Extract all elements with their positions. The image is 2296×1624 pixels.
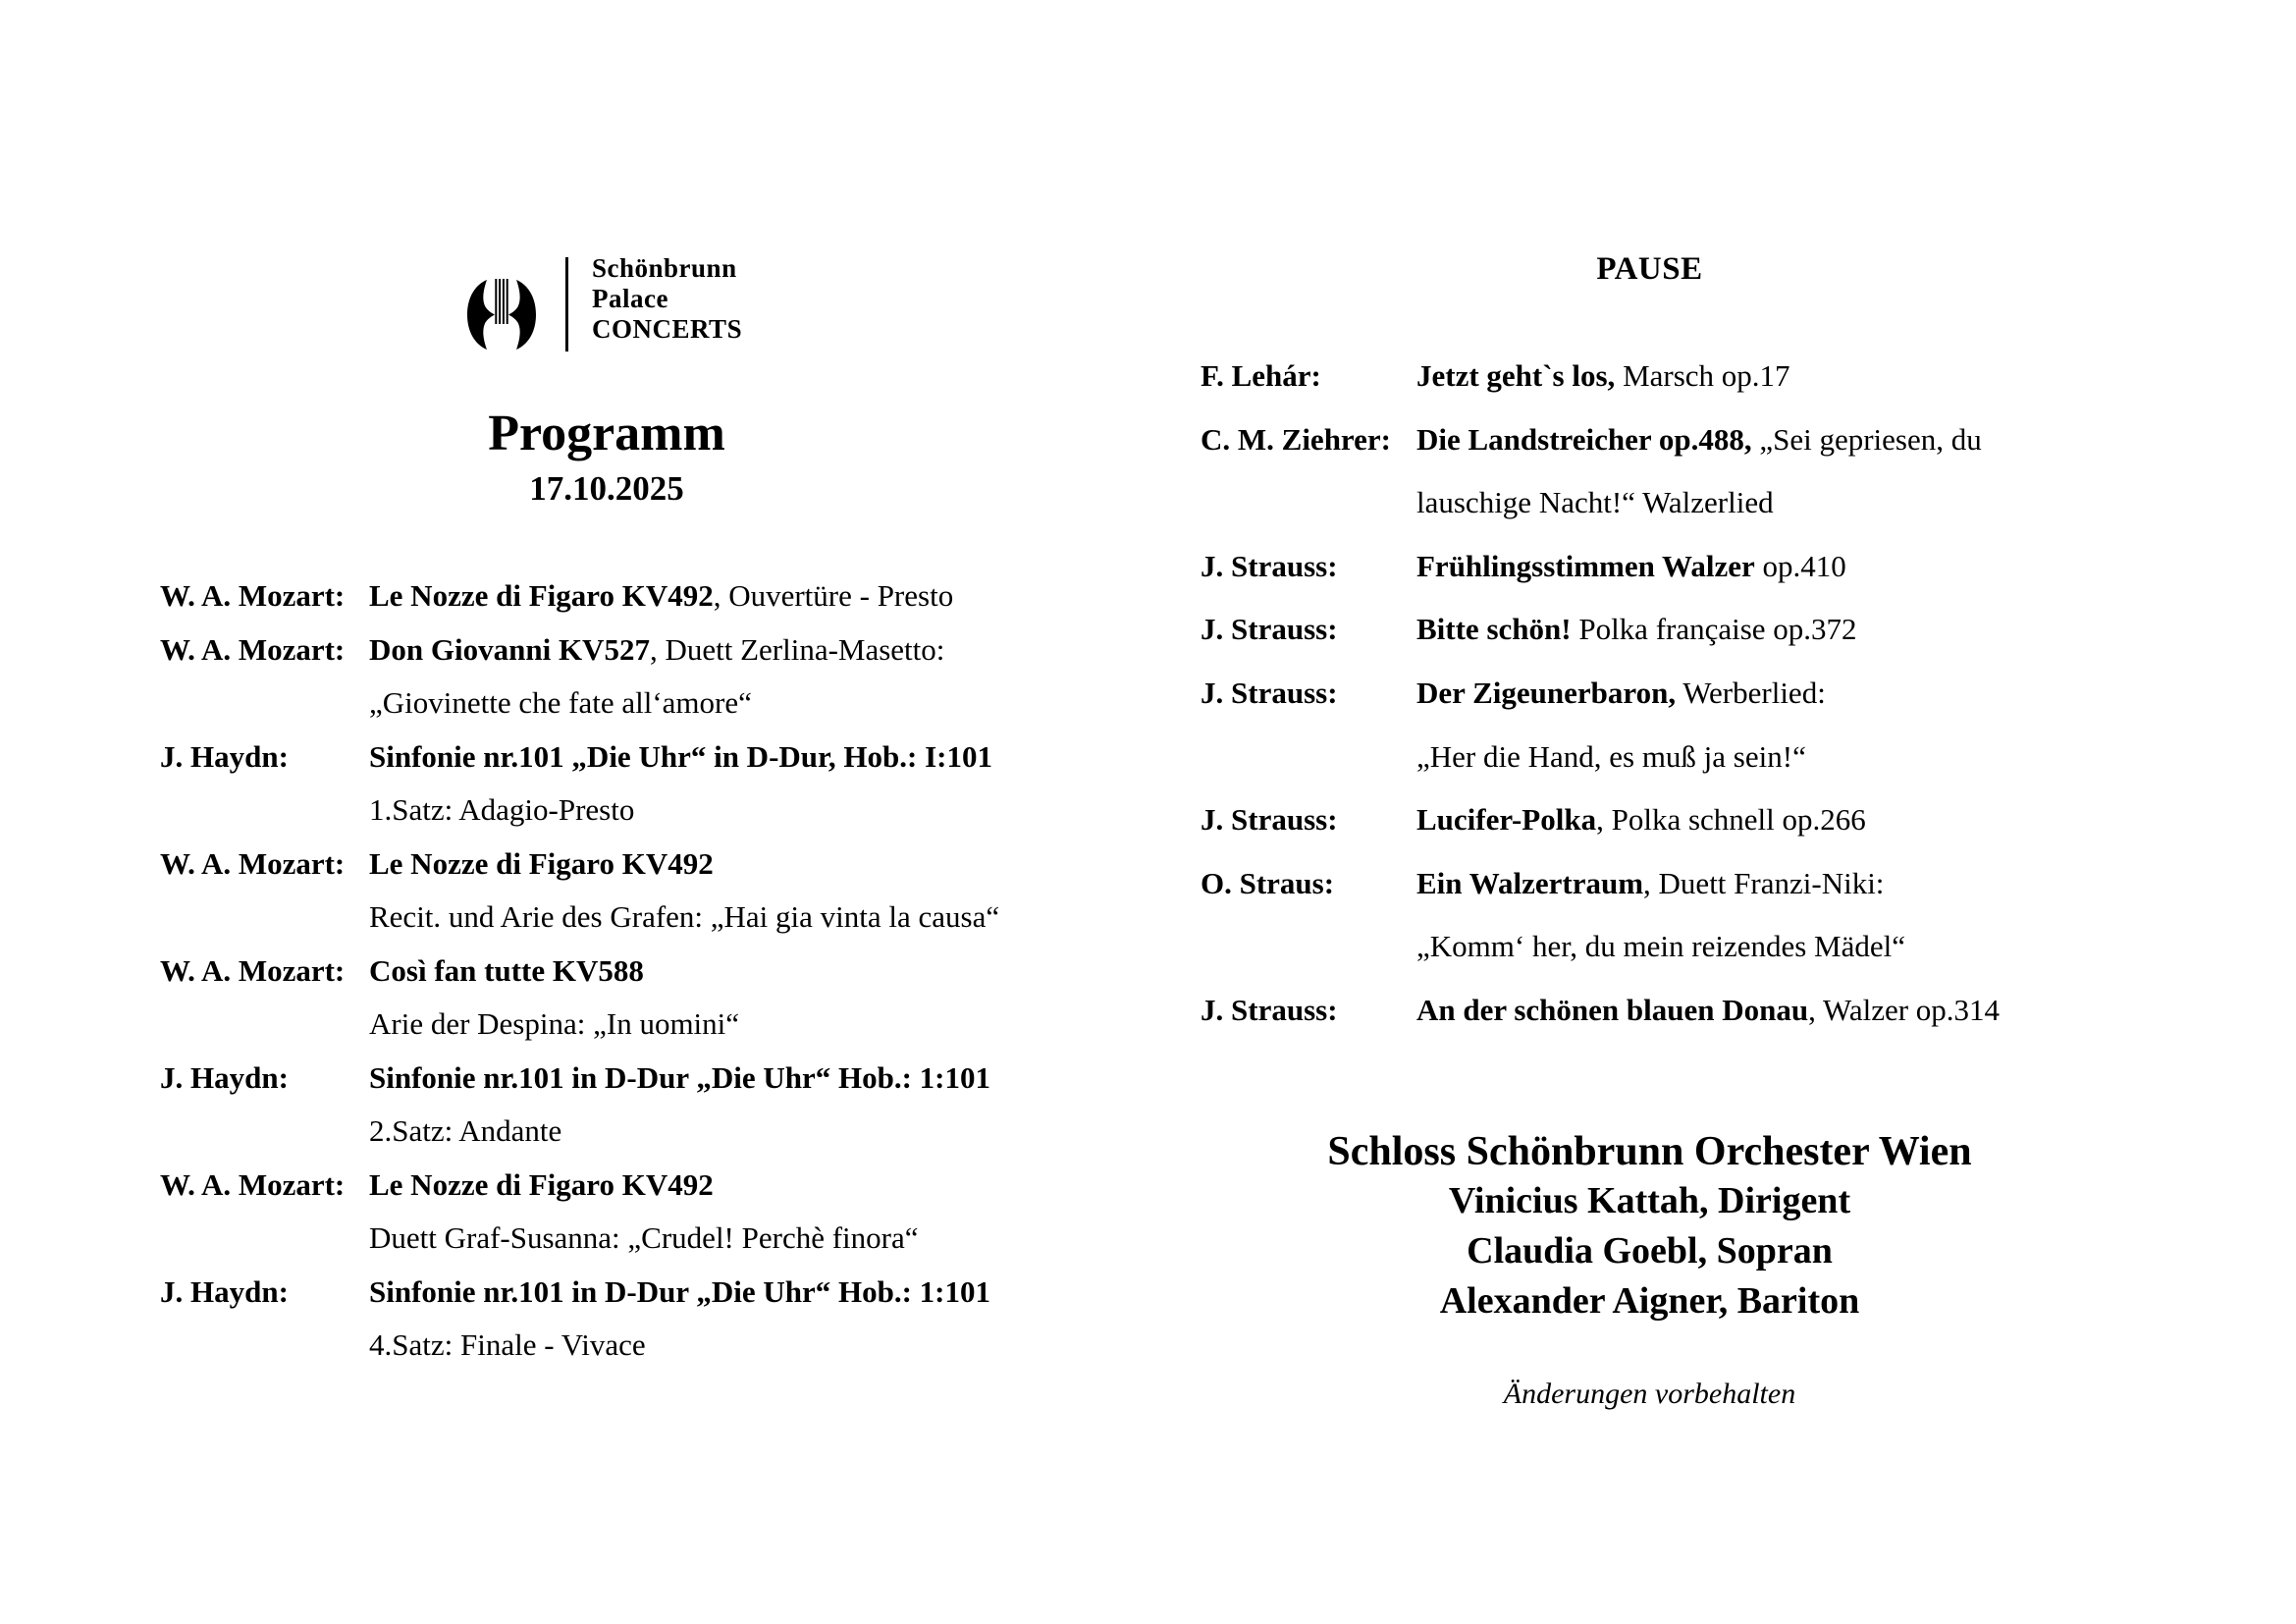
composer-label: F. Lehár: — [1201, 358, 1321, 393]
work-text: Le Nozze di Figaro KV492 — [369, 845, 714, 881]
logo-wordmark — [592, 253, 742, 345]
page-title: Programm — [488, 406, 725, 461]
composer-label: J. Strauss: — [1201, 992, 1338, 1027]
work-text: Sinfonie nr.101 in D-Dur „Die Uhr“ Hob.: 1:101 — [369, 1059, 990, 1095]
work-text: Ein Walzertraum, Duett Franzi-Niki: — [1416, 865, 1885, 900]
program-row — [1201, 359, 2231, 423]
program-row — [160, 579, 1142, 633]
work-detail: 2.Satz: Andante — [369, 1113, 562, 1148]
program-row — [160, 847, 1142, 901]
work-text: Le Nozze di Figaro KV492 — [369, 1166, 714, 1202]
composer-label: J. Haydn: — [160, 738, 289, 774]
logo-line-3: CONCERTS — [592, 314, 743, 344]
program-row — [1201, 423, 2231, 487]
program-row — [1201, 677, 2231, 740]
program-row-continuation — [160, 1221, 1142, 1275]
work-text: Frühlingsstimmen Walzer op.410 — [1416, 548, 1846, 583]
work-detail: „Giovinette che fate all‘amore“ — [369, 685, 752, 720]
composer-label: O. Straus: — [1201, 865, 1335, 900]
program-row-continuation — [160, 686, 1142, 740]
pause-heading: PAUSE — [1596, 251, 1703, 287]
logo-divider-line — [565, 257, 568, 352]
work-text: Jetzt geht`s los, Marsch op.17 — [1416, 358, 1790, 393]
composer-label: J. Strauss: — [1201, 802, 1338, 838]
program-row-continuation — [1201, 486, 2231, 550]
composer-label: W. A. Mozart: — [160, 845, 346, 881]
program-row — [160, 1061, 1142, 1115]
work-detail: „Her die Hand, es muß ja sein!“ — [1416, 738, 1806, 774]
composer-label: W. A. Mozart: — [160, 952, 346, 988]
program-row — [1201, 550, 2231, 614]
work-text: Le Nozze di Figaro KV492, Ouvertüre - Presto — [369, 578, 954, 613]
program-row — [160, 1168, 1142, 1222]
program-list-second-half — [1201, 359, 2231, 1057]
credit-dirigent: Vinicius Kattah, Dirigent — [1448, 1180, 1851, 1221]
program-row — [160, 633, 1142, 687]
work-detail: Recit. und Arie des Grafen: „Hai gia vinta la causa“ — [369, 899, 1000, 934]
work-detail: 4.Satz: Finale - Vivace — [369, 1327, 646, 1362]
work-text: Don Giovanni KV527, Duett Zerlina-Masetto: — [369, 631, 945, 667]
composer-label: W. A. Mozart: — [160, 1166, 346, 1202]
composer-label: J. Strauss: — [1201, 548, 1338, 583]
program-row-continuation — [160, 1328, 1142, 1382]
work-text: Lucifer-Polka, Polka schnell op.266 — [1416, 802, 1866, 838]
work-detail: lauschige Nacht!“ Walzerlied — [1416, 485, 1774, 520]
program-row — [1201, 803, 2231, 867]
work-text: Così fan tutte KV588 — [369, 952, 644, 988]
program-row-continuation — [160, 793, 1142, 847]
work-text: Sinfonie nr.101 in D-Dur „Die Uhr“ Hob.: 1:101 — [369, 1273, 990, 1309]
composer-label: J. Haydn: — [160, 1059, 289, 1095]
performers-block — [1201, 1127, 2099, 1326]
composer-label: C. M. Ziehrer: — [1201, 421, 1391, 457]
logo-line-2: Palace — [592, 284, 668, 313]
program-row — [160, 740, 1142, 794]
orchestra-name: Schloss Schönbrunn Orchester Wien — [1327, 1129, 1972, 1174]
logo-line-1: Schönbrunn — [592, 253, 737, 283]
composer-label: W. A. Mozart: — [160, 578, 346, 613]
composer-label: J. Haydn: — [160, 1273, 289, 1309]
composer-label: W. A. Mozart: — [160, 631, 346, 667]
program-row — [160, 954, 1142, 1008]
program-row-continuation — [1201, 930, 2231, 994]
program-row-continuation — [1201, 740, 2231, 804]
program-list-first-half — [160, 579, 1142, 1382]
composer-label: J. Strauss: — [1201, 675, 1338, 710]
work-text: Die Landstreicher op.488, „Sei gepriesen, du — [1416, 421, 1982, 457]
program-row — [160, 1275, 1142, 1329]
work-detail: Duett Graf-Susanna: „Crudel! Perchè finora“ — [369, 1220, 919, 1255]
changes-reserved-note: Änderungen vorbehalten — [1503, 1378, 1796, 1410]
work-detail: Arie der Despina: „In uomini“ — [369, 1006, 740, 1041]
concert-date: 17.10.2025 — [529, 469, 684, 508]
work-text: Sinfonie nr.101 „Die Uhr“ in D-Dur, Hob.: I:101 — [369, 738, 993, 774]
title-block — [165, 406, 1048, 509]
credit-bariton: Alexander Aigner, Bariton — [1439, 1280, 1860, 1322]
program-row-continuation — [160, 1114, 1142, 1168]
program-row-continuation — [160, 900, 1142, 954]
concerts-logo-icon — [466, 278, 537, 352]
work-text: Bitte schön! Polka française op.372 — [1416, 612, 1857, 647]
program-row — [1201, 867, 2231, 931]
program-row-continuation — [160, 1007, 1142, 1061]
work-text: Der Zigeunerbaron, Werberlied: — [1416, 675, 1826, 710]
credit-sopran: Claudia Goebl, Sopran — [1467, 1230, 1833, 1272]
work-detail: „Komm‘ her, du mein reizendes Mädel“ — [1416, 929, 1906, 964]
composer-label: J. Strauss: — [1201, 612, 1338, 647]
work-detail: 1.Satz: Adagio-Presto — [369, 792, 635, 827]
work-text: An der schönen blauen Donau, Walzer op.314 — [1416, 992, 2001, 1027]
program-row — [1201, 613, 2231, 677]
program-row — [1201, 994, 2231, 1057]
